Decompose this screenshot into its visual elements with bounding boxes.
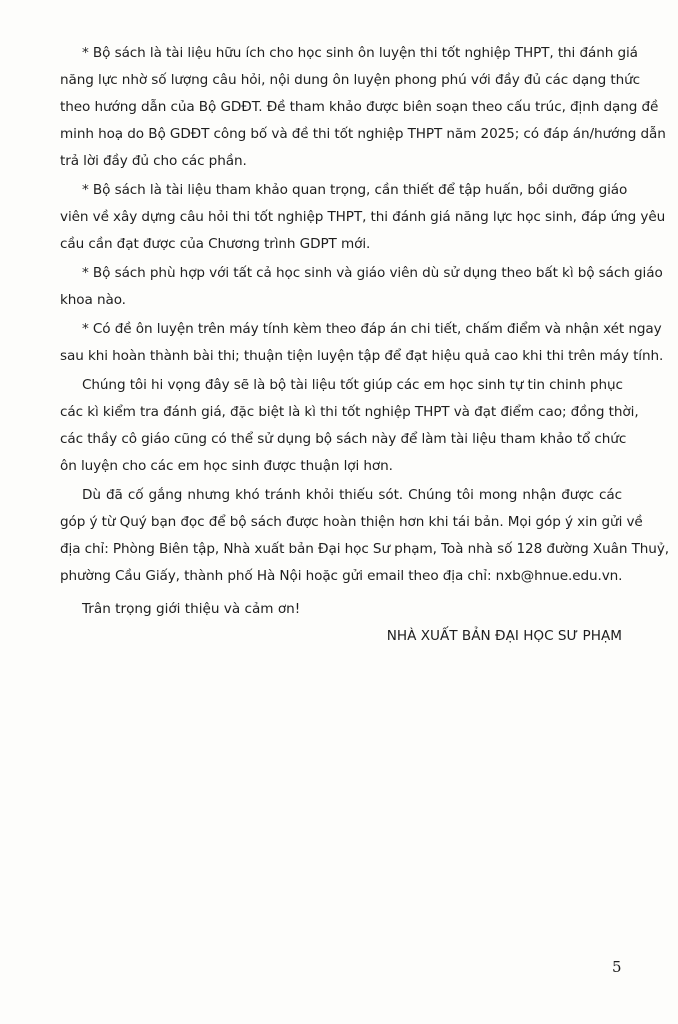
page-number: 5	[612, 958, 622, 976]
paragraph-feedback	[60, 482, 669, 590]
text-line: góp ý từ Quý bạn đọc để bộ sách được hoàn thiện hơn khi tái bản. Mọi góp ý xin gửi về	[60, 514, 643, 530]
text-line: * Bộ sách là tài liệu hữu ích cho học sinh ôn luyện thi tốt nghiệp THPT, thi đánh giá	[82, 45, 638, 61]
text-line: viên về xây dựng câu hỏi thi tốt nghiệp THPT, thi đánh giá năng lực học sinh, đáp ứng yêu	[60, 209, 666, 225]
text-line: các thầy cô giáo cũng có thể sử dụng bộ sách này để làm tài liệu tham khảo tổ chức	[60, 431, 627, 447]
text-line: ôn luyện cho các em học sinh được thuận lợi hơn.	[60, 458, 393, 474]
closing-text: Trân trọng giới thiệu và cảm ơn!	[82, 601, 301, 617]
text-line: cầu cần đạt được của Chương trình GDPT mới.	[60, 236, 371, 252]
paragraph-features-3	[60, 260, 663, 314]
publisher-signature: NHÀ XUẤT BẢN ĐẠI HỌC SƯ PHẠM	[386, 628, 622, 644]
paragraph-hope	[60, 372, 639, 480]
text-line: * Có đề ôn luyện trên máy tính kèm theo đáp án chi tiết, chấm điểm và nhận xét ngay	[82, 321, 662, 337]
text-line: minh hoạ do Bộ GDĐT công bố và đề thi tốt nghiệp THPT năm 2025; có đáp án/hướng dẫn	[60, 126, 666, 142]
text-line: địa chỉ: Phòng Biên tập, Nhà xuất bản Đại học Sư phạm, Toà nhà số 128 đường Xuân Thuỷ,	[60, 541, 669, 557]
text-line: theo hướng dẫn của Bộ GDĐT. Đề tham khảo được biên soạn theo cấu trúc, định dạng đề	[60, 99, 659, 115]
text-line: Chúng tôi hi vọng đây sẽ là bộ tài liệu tốt giúp các em học sinh tự tin chinh phục	[82, 377, 623, 393]
document-body	[60, 40, 669, 650]
text-line: khoa nào.	[60, 292, 126, 308]
text-line: * Bộ sách là tài liệu tham khảo quan trọng, cần thiết để tập huấn, bồi dưỡng giáo	[82, 182, 628, 198]
text-line: các kì kiểm tra đánh giá, đặc biệt là kì thi tốt nghiệp THPT và đạt điểm cao; đồng thời,	[60, 404, 639, 420]
text-line: * Bộ sách phù hợp với tất cả học sinh và giáo viên dù sử dụng theo bất kì bộ sách giáo	[82, 265, 663, 281]
paragraph-features-2	[60, 177, 666, 258]
paragraph-features-1	[60, 40, 666, 175]
text-line: năng lực nhờ số lượng câu hỏi, nội dung ôn luyện phong phú với đầy đủ các dạng thức	[60, 72, 641, 88]
text-line: trả lời đầy đủ cho các phần.	[60, 153, 247, 169]
text-line: sau khi hoàn thành bài thi; thuận tiện luyện tập để đạt hiệu quả cao khi thi trên máy tính.	[60, 348, 664, 364]
paragraph-features-4	[60, 316, 664, 370]
text-line: Dù đã cố gắng nhưng khó tránh khỏi thiếu sót. Chúng tôi mong nhận được các	[82, 487, 622, 503]
text-line: phường Cầu Giấy, thành phố Hà Nội hoặc gửi email theo địa chỉ: nxb@hnue.edu.vn.	[60, 568, 623, 584]
